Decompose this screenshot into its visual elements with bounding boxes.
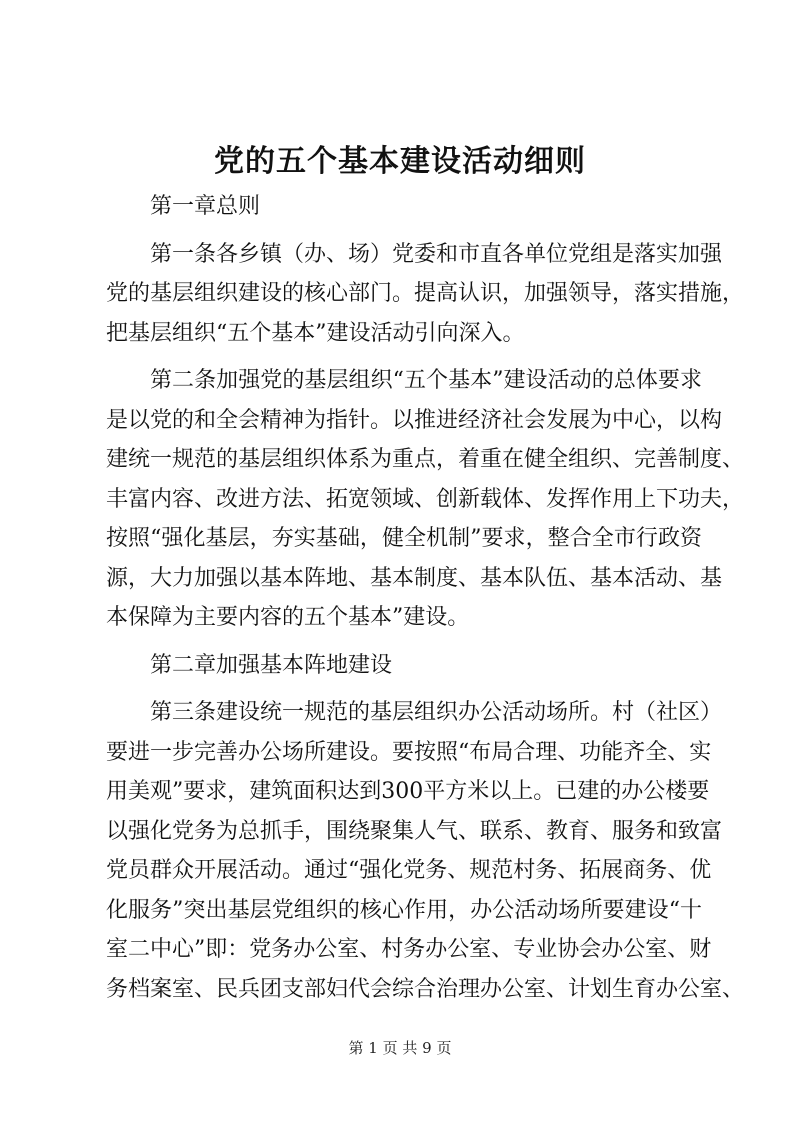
paragraph <box>106 693 745 1009</box>
text-line: 建统一规范的基层组织体系为重点，着重在健全组织、完善制度、 <box>106 447 745 472</box>
text-line: 党的基层组织建设的核心部门。提高认识，加强领导，落实措施， <box>106 281 745 306</box>
chapter-heading: 第二章加强基本阵地建设 <box>150 652 393 678</box>
page-number: 第 1 页 共 9 页 <box>348 1039 452 1057</box>
text-line: 源，大力加强以基本阵地、基本制度、基本队伍、基本活动、基 <box>106 565 723 591</box>
text-line: 要进一步完善办公场所建设。要按照“布局合理、功能齐全、实 <box>106 739 712 765</box>
text-line: 以强化党务为总抓手，围绕聚集人气、联系、教育、服务和致富 <box>106 818 723 844</box>
text-line: 化服务”突出基层党组织的核心作用，办公活动场所要建设“十 <box>106 897 702 923</box>
text-line: 务档案室、民兵团支部妇代会综合治理办公室、计划生育办公室、 <box>106 976 745 1002</box>
paragraph <box>106 646 702 686</box>
chapter-heading: 第一章总则 <box>150 194 261 219</box>
paragraph <box>106 187 702 227</box>
text-line: 用美观”要求，建筑面积达到300平方米以上。已建的办公楼要 <box>106 779 710 804</box>
text-line: 丰富内容、改进方法、拓宽领域、创新载体、发挥作用上下功夫， <box>106 486 745 512</box>
text-line: 第二条加强党的基层组织“五个基本”建设活动的总体要求 <box>150 368 702 393</box>
text-line: 第三条建设统一规范的基层组织办公活动场所。村（社区） <box>150 700 723 725</box>
text-line: 是以党的和全会精神为指针。以推进经济社会发展为中心，以构 <box>106 407 723 433</box>
paragraph <box>106 235 745 354</box>
text-line: 党员群众开展活动。通过“强化党务、规范村务、拓展商务、优 <box>106 858 712 883</box>
text-line: 把基层组织“五个基本”建设活动引向深入。 <box>106 320 525 346</box>
paragraph <box>106 361 745 638</box>
text-line: 第一条各乡镇（办、场）党委和市直各单位党组是落实加强 <box>150 241 723 267</box>
text-line: 本保障为主要内容的五个基本”建设。 <box>106 605 470 630</box>
document-title: 党的五个基本建设活动细则 <box>214 144 586 179</box>
document-body <box>106 187 745 1009</box>
text-line: 按照“强化基层，夯实基础，健全机制”要求，整合全市行政资 <box>106 526 702 551</box>
text-line: 室二中心”即：党务办公室、村务办公室、专业协会办公室、财 <box>106 937 712 962</box>
